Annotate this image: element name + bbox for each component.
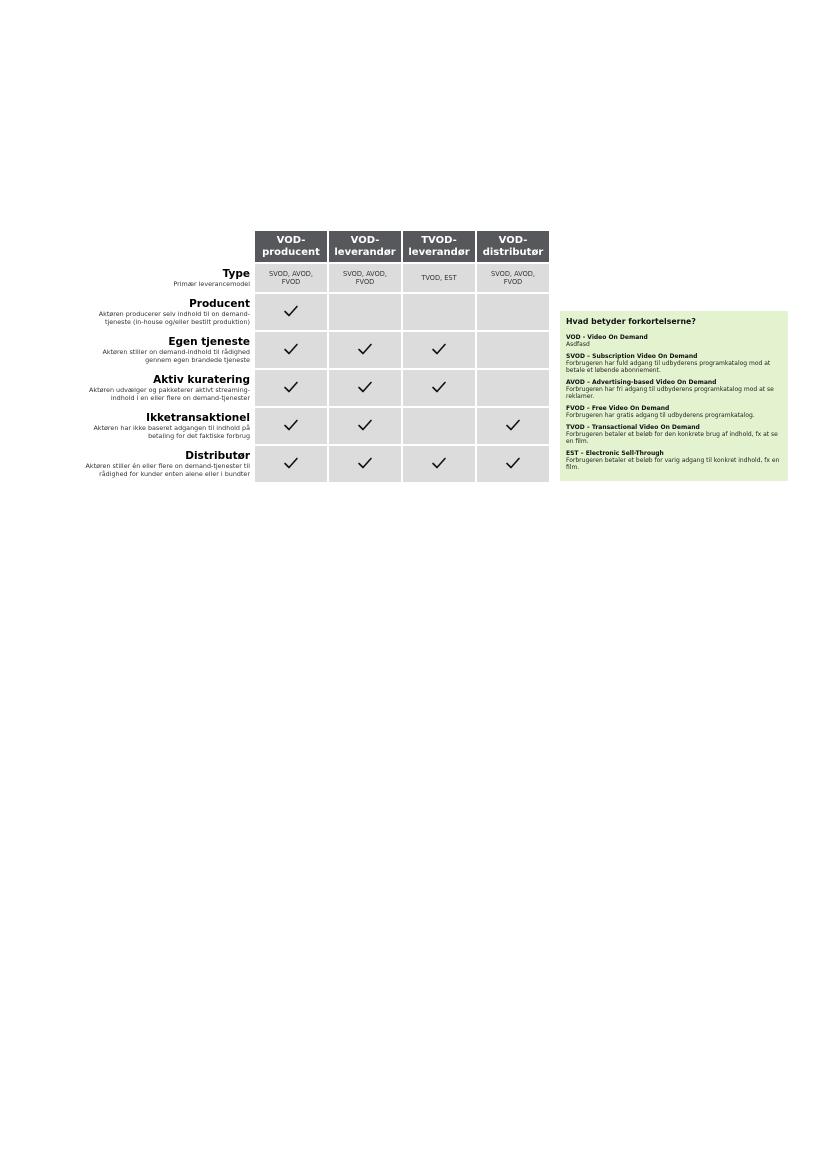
checked-cell [329, 332, 401, 368]
checkmark-icon [283, 380, 299, 394]
legend-item [566, 450, 782, 471]
checked-cell [255, 370, 327, 406]
empty-cell [403, 408, 475, 444]
abbreviation-term: AVOD – Advertising-based Video On Demand [566, 379, 717, 386]
row-title: Distributør [185, 450, 250, 462]
abbreviation-definition: Asdfasd [566, 341, 590, 348]
row-description: Aktøren har ikke baseret adgangen til indhold på betaling for det faktiske forbrug [93, 424, 250, 440]
checkmark-icon [283, 456, 299, 470]
row-title: Type [222, 268, 250, 280]
checkmark-icon [505, 418, 521, 432]
abbreviation-definition: Forbrugeren har fri adgang til udbyderens programkatalog mod at se reklamer. [566, 386, 774, 400]
abbreviation-definition: Forbrugeren betaler et beløb for varig adgang til konkret indhold, fx en film. [566, 457, 780, 471]
empty-cell [477, 294, 549, 330]
checked-cell [255, 332, 327, 368]
type-cell [255, 264, 327, 292]
checkmark-icon [431, 456, 447, 470]
abbreviation-term: SVOD – Subscription Video On Demand [566, 353, 698, 360]
empty-cell [477, 370, 549, 406]
abbreviation-term: EST – Electronic Sell-Through [566, 450, 664, 457]
checkmark-icon [283, 418, 299, 432]
abbreviation-definition: Forbrugeren har fuld adgang til udbyderens programkatalog mod at betale et løbende abonnement. [566, 360, 771, 374]
type-cell [403, 264, 475, 292]
checkmark-icon [505, 456, 521, 470]
checked-cell [403, 446, 475, 482]
column-header-label: VOD- leverandør [334, 234, 396, 258]
abbreviation-term: TVOD – Transactional Video On Demand [566, 424, 700, 431]
column-header-label: VOD- distributør [482, 234, 544, 258]
checked-cell [329, 370, 401, 406]
type-value: SVOD, AVOD, FVOD [491, 270, 535, 286]
abbreviation-definition: Forbrugeren har gratis adgang til udbyderens programkatalog. [566, 412, 755, 419]
row-label [62, 446, 253, 482]
row-label [62, 370, 253, 406]
column-header-label: TVOD- leverandør [408, 234, 470, 258]
row-title: Aktiv kuratering [153, 374, 250, 386]
empty-cell [329, 294, 401, 330]
row-title: Producent [189, 298, 250, 310]
column-header-vod-producent [255, 231, 327, 262]
legend-items [566, 334, 782, 471]
type-row [62, 264, 549, 292]
legend-item [566, 405, 782, 419]
column-header-vod-leverandor [329, 231, 401, 262]
checkmark-icon [283, 304, 299, 318]
checked-cell [477, 408, 549, 444]
checkmark-icon [357, 456, 373, 470]
checked-cell [255, 408, 327, 444]
checkmark-icon [283, 342, 299, 356]
abbreviation-term: FVOD – Free Video On Demand [566, 405, 670, 412]
column-header-vod-distributor [477, 231, 549, 262]
feature-row [62, 408, 549, 444]
row-label-type [62, 264, 253, 292]
comparison-matrix [60, 229, 551, 484]
checked-cell [255, 446, 327, 482]
header-row [62, 231, 549, 262]
legend-item [566, 379, 782, 400]
empty-cell [477, 332, 549, 368]
feature-row [62, 332, 549, 368]
feature-row [62, 370, 549, 406]
type-value: TVOD, EST [421, 274, 457, 282]
checked-cell [255, 294, 327, 330]
abbreviation-definition: Forbrugeren betaler et beløb for den konkrete brug af indhold, fx at se en film. [566, 431, 778, 445]
row-description: Aktøren udvælger og pakketerer aktivt streaming- indhold i en eller flere on demand-tjenester [89, 386, 250, 402]
type-cell [329, 264, 401, 292]
legend-title: Hvad betyder forkortelserne? [566, 317, 696, 326]
row-description: Aktøren stiller én eller flere on demand-tjenester til rådighed for kunder enten alene eller i bundter [85, 462, 250, 478]
type-cell [477, 264, 549, 292]
checkmark-icon [357, 342, 373, 356]
corner-cell [62, 231, 253, 262]
row-title: Ikketransaktionel [146, 412, 250, 424]
checked-cell [329, 408, 401, 444]
checkmark-icon [357, 418, 373, 432]
checked-cell [329, 446, 401, 482]
column-header-label: VOD- producent [262, 234, 320, 258]
checkmark-icon [357, 380, 373, 394]
legend-item [566, 334, 782, 348]
column-header-tvod-leverandor [403, 231, 475, 262]
checked-cell [477, 446, 549, 482]
feature-row [62, 294, 549, 330]
row-label [62, 294, 253, 330]
abbreviation-legend [560, 311, 788, 481]
type-value: SVOD, AVOD, FVOD [343, 270, 387, 286]
checked-cell [403, 332, 475, 368]
row-description: Aktøren stiller on demand-indhold til rådighed gennem egen brandede tjeneste [102, 348, 250, 364]
row-description: Primær leverancemodel [173, 280, 250, 288]
row-description: Aktøren producerer selv indhold til on demand- tjeneste (in-house og/eller bestilt produktion) [98, 310, 250, 326]
checkmark-icon [431, 342, 447, 356]
checked-cell [403, 370, 475, 406]
row-label [62, 408, 253, 444]
legend-item [566, 353, 782, 374]
row-label [62, 332, 253, 368]
type-value: SVOD, AVOD, FVOD [269, 270, 313, 286]
checkmark-icon [431, 380, 447, 394]
empty-cell [403, 294, 475, 330]
legend-item [566, 424, 782, 445]
abbreviation-term: VOD - Video On Demand [566, 334, 648, 341]
row-title: Egen tjeneste [168, 336, 250, 348]
feature-row [62, 446, 549, 482]
